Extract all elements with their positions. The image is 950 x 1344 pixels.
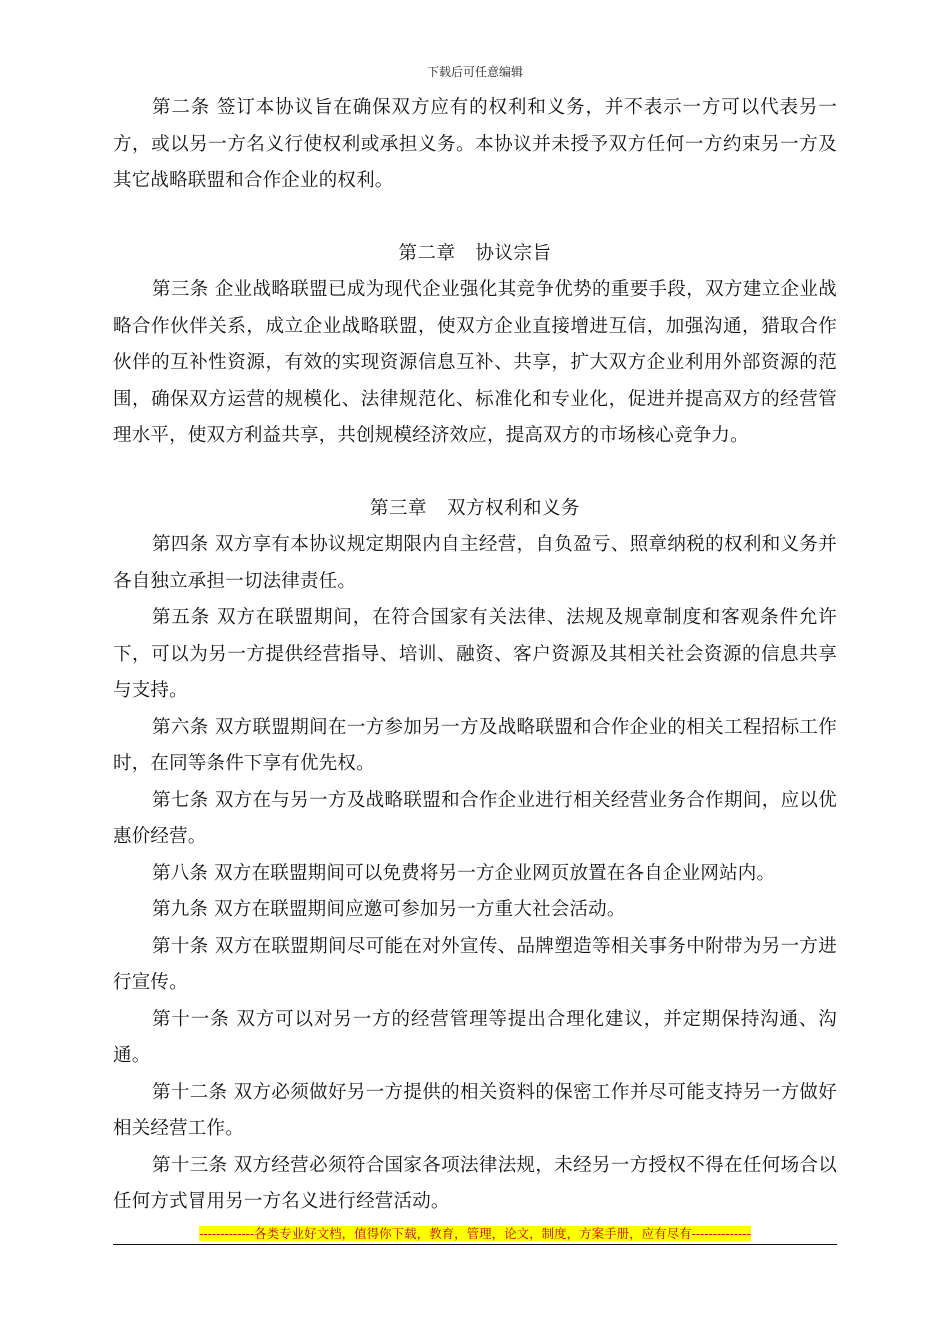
chapter-3-number: 第三章 — [369, 497, 427, 519]
article-11: 第十一条 双方可以对另一方的经营管理等提出合理化建议，并定期保持沟通、沟通。 — [113, 1008, 837, 1066]
chapter-3-heading — [113, 491, 837, 528]
article-7: 第七条 双方在与另一方及战略联盟和合作企业进行相关经营业务合作期间，应以优惠价经营。 — [113, 789, 837, 847]
page-header-note: 下载后可任意编辑 — [426, 65, 523, 79]
article-3: 第三条 企业战略联盟已成为现代企业强化其竞争优势的重要手段，双方建立企业战略合作伙伴关系，成立企业战略联盟，使双方企业直接增进互信，加强沟通，猎取合作伙伴的互补性资源，有效的实现资源信息互补、共享，扩大双方企业利用外部资源的范围，确保双方运营的规模化、法律规范化、标准化和专业化，促进并提高双方的经营管理水平，使双方利益共享，共创规模经济效应，提高双方的市场核心竞争力。 — [113, 279, 837, 446]
document-body — [113, 90, 837, 1221]
article-5: 第五条 双方在联盟期间，在符合国家有关法律、法规及规章制度和客观条件允许下，可以为另一方提供经营指导、培训、融资、客户资源及其相关社会资源的信息共享与支持。 — [113, 607, 837, 701]
chapter-2-heading — [113, 236, 837, 273]
footer-banner — [0, 1226, 950, 1242]
article-12: 第十二条 双方必须做好另一方提供的相关资料的保密工作并尽可能支持另一方做好相关经营工作。 — [113, 1081, 837, 1139]
footer-banner-text: -------------各类专业好文档，值得你下载，教育，管理，论文，制度，方案手册，应有尽有-------------- — [199, 1226, 751, 1241]
article-2: 第二条 签订本协议旨在确保双方应有的权利和义务，并不表示一方可以代表另一方，或以另一方名义行使权利或承担义务。本协议并未授予双方任何一方约束另一方及其它战略联盟和合作企业的权利。 — [113, 97, 837, 191]
chapter-2-number: 第二章 — [398, 242, 456, 264]
section-spacer — [113, 200, 837, 236]
chapter-3-title: 双方权利和义务 — [447, 497, 581, 519]
article-10: 第十条 双方在联盟期间尽可能在对外宣传、品牌塑造等相关事务中附带为另一方进行宣传。 — [113, 935, 837, 993]
footer-divider — [113, 1244, 837, 1245]
article-13: 第十三条 双方经营必须符合国家各项法律法规，未经另一方授权不得在任何场合以任何方式冒用另一方名义进行经营活动。 — [113, 1154, 837, 1212]
article-4: 第四条 双方享有本协议规定期限内自主经营，自负盈亏、照章纳税的权利和义务并各自独立承担一切法律责任。 — [113, 534, 837, 592]
article-9: 第九条 双方在联盟期间应邀可参加另一方重大社会活动。 — [152, 899, 626, 920]
article-6: 第六条 双方联盟期间在一方参加另一方及战略联盟和合作企业的相关工程招标工作时，在同等条件下享有优先权。 — [113, 716, 837, 774]
section-spacer — [113, 455, 837, 491]
chapter-2-title: 协议宗旨 — [475, 242, 552, 264]
article-8: 第八条 双方在联盟期间可以免费将另一方企业网页放置在各自企业网站内。 — [152, 862, 776, 884]
